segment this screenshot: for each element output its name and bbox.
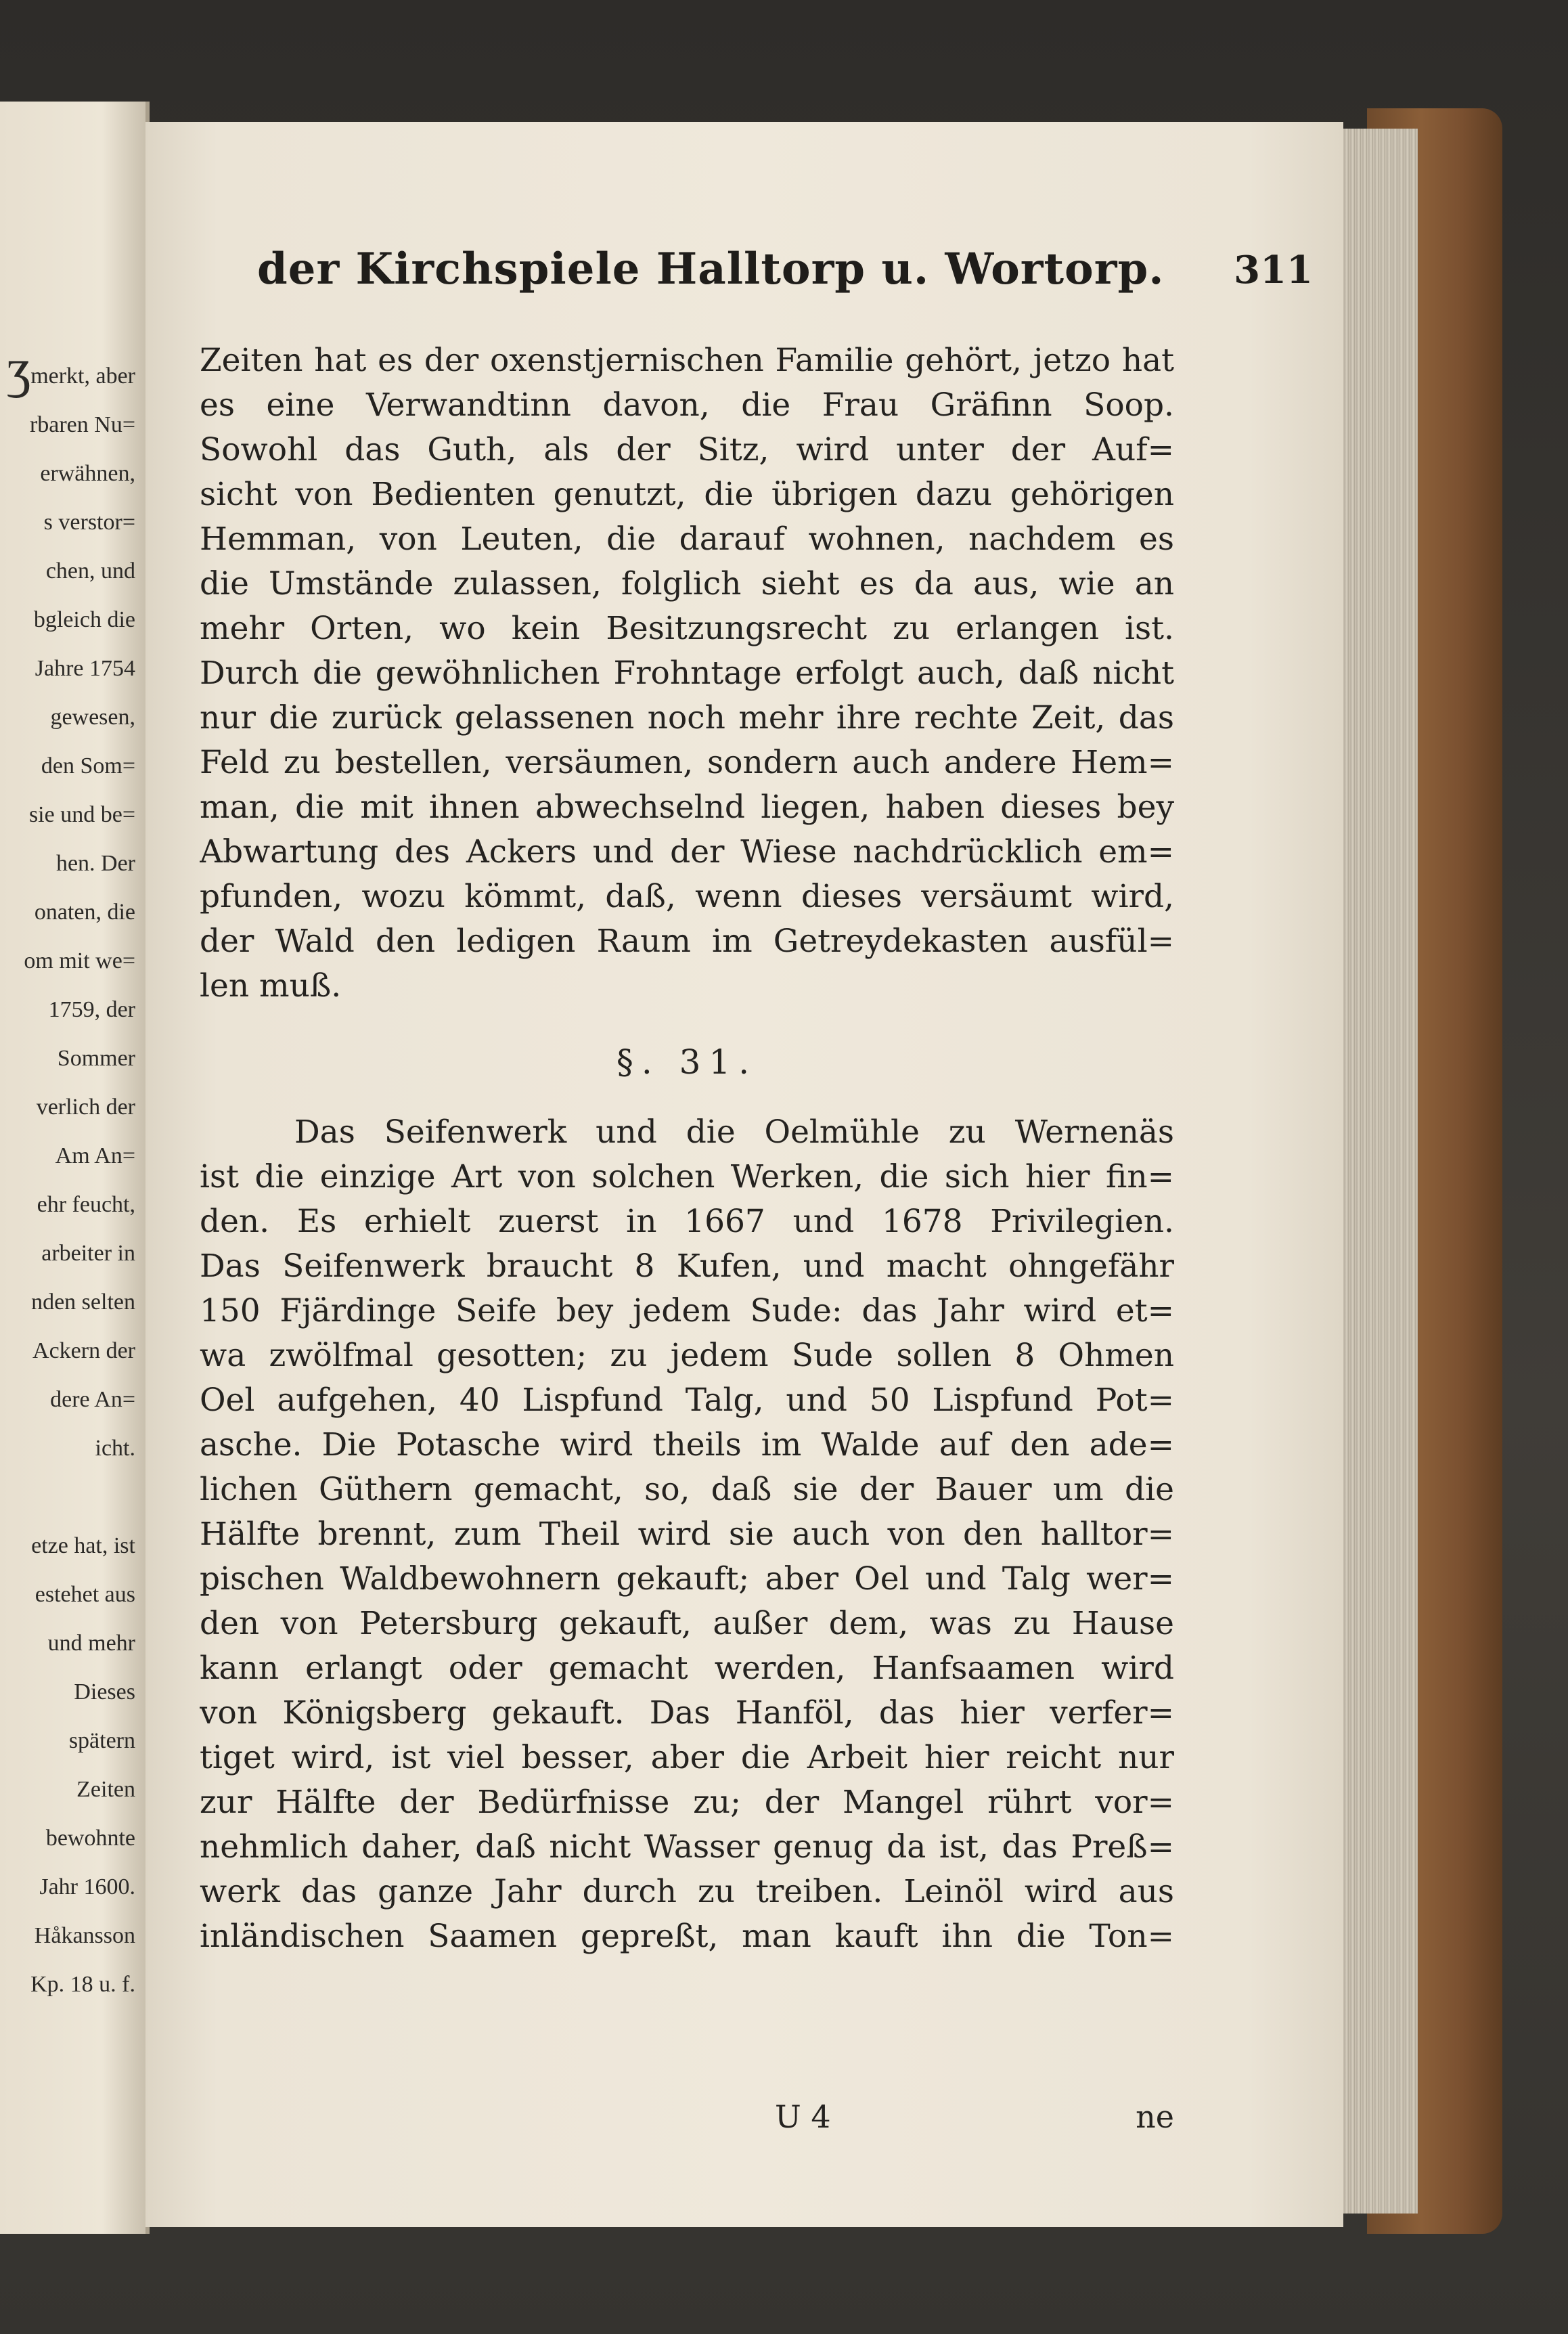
text-line: pfunden, wozu kömmt, daß, wenn dieses versäumt wird, [200,878,1174,915]
page-header [257,244,1313,325]
left-page-fragment [0,102,150,2234]
text-line: werk das ganze Jahr durch zu treiben. Leinöl wird aus [200,1873,1174,1910]
text-line: man, die mit ihnen abwechselnd liegen, haben dieses bey [200,789,1174,826]
text-line: den. Es erhielt zuerst in 1667 und 1678 Privilegien. [200,1203,1174,1240]
text-line: Zeiten hat es der oxenstjernischen Familie gehört, jetzo hat [200,342,1174,379]
left-page-line: s verstor= [43,510,135,535]
text-line: inländischen Saamen gepreßt, man kauft ihn die Ton= [200,1918,1174,1955]
paragraph-2 [200,1110,1174,1959]
left-page-line: Zeiten [76,1777,135,1802]
paragraph-1 [200,338,1174,1009]
text-line: tiget wird, ist viel besser, aber die Arbeit hier reicht nur [200,1739,1174,1776]
left-page-line: gewesen, [50,705,135,730]
text-line: den von Petersburg gekauft, außer dem, was zu Hause [200,1605,1174,1642]
left-page-line: den Som= [41,753,135,778]
text-line: Hemman, von Leuten, die darauf wohnen, nachdem es [200,521,1174,558]
catchword: ne [1136,2098,1174,2135]
text-line: von Königsberg gekauft. Das Hanföl, das hier verfer= [200,1694,1174,1732]
text-line: pischen Waldbewohnern gekauft; aber Oel und Talg wer= [200,1560,1174,1598]
left-page-line: 1759, der [48,997,135,1022]
left-page-line: spätern [68,1728,135,1753]
left-page-line: nden selten [31,1290,135,1315]
left-page-line: Jahre 1754 [35,656,135,681]
left-page-line: estehet aus [35,1582,135,1607]
text-line: Durch die gewöhnlichen Frohntage erfolgt auch, daß nicht [200,655,1174,692]
text-line: asche. Die Potasche wird theils im Walde auf den ade= [200,1426,1174,1463]
text-line: mehr Orten, wo kein Besitzungsrecht zu erlangen ist. [200,610,1174,647]
left-page-line: arbeiter in [41,1241,135,1266]
left-page-line: bgleich die [33,607,135,632]
text-line: Abwartung des Ackers und der Wiese nachdrücklich em= [200,833,1174,871]
text-line: die Umstände zulassen, folglich sieht es da aus, wie an [200,565,1174,602]
left-page-line: bewohnte [45,1826,135,1851]
text-line: 150 Fjärdinge Seife bey jedem Sude: das Jahr wird et= [200,1292,1174,1329]
text-line: Oel aufgehen, 40 Lispfund Talg, und 50 Lispfund Pot= [200,1382,1174,1419]
left-page-line: verlich der [36,1095,135,1120]
left-page-line: Håkansson [34,1923,135,1948]
left-page-line: dere An= [50,1387,135,1412]
left-page-line: Sommer [57,1046,135,1071]
text-line: nehmlich daher, daß nicht Wasser genug da ist, das Preß= [200,1828,1174,1866]
left-page-line: Kp. 18 u. f. [30,1972,135,1997]
text-line: Feld zu bestellen, versäumen, sondern auch andere Hem= [200,744,1174,781]
text-line: der Wald den ledigen Raum im Getreydekasten ausfül= [200,923,1174,960]
left-page-line: Ackern der [32,1338,135,1363]
left-page-line: sie und be= [28,802,135,827]
text-line: sicht von Bedienten genutzt, die übrigen dazu gehörigen [200,476,1174,513]
text-line: Sowohl das Guth, als der Sitz, wird unter der Auf= [200,431,1174,468]
section-heading: §. 31. [616,1042,758,1082]
text-line: kann erlangt oder gemacht werden, Hanfsaamen wird [200,1650,1174,1687]
left-page-line: om mit we= [24,948,135,973]
book-page-edges [1337,129,1418,2214]
left-page-mark: ʒ [7,339,31,399]
left-page-line: hen. Der [55,851,135,876]
page-number: 311 [1234,248,1313,292]
left-page-line [0,1473,135,1522]
left-page-line: icht. [95,1436,135,1461]
left-page-line: onaten, die [34,900,135,925]
left-page-line: merkt, aber [30,364,135,389]
text-line: wa zwölfmal gesotten; zu jedem Sude sollen 8 Ohmen [200,1337,1174,1374]
text-line: Hälfte brennt, zum Theil wird sie auch von den halltor= [200,1516,1174,1553]
book-page [145,122,1343,2227]
text-line: len muß. [200,967,342,1005]
text-line: lichen Güthern gemacht, so, daß sie der Bauer um die [200,1471,1174,1508]
text-line: Das Seifenwerk und die Oelmühle zu Wernenäs [294,1114,1174,1151]
running-head: der Kirchspiele Halltorp u. Wortorp. [257,244,1165,294]
left-page-line: erwähnen, [40,461,135,486]
left-page-line: rbaren Nu= [29,412,135,437]
left-page-lines [0,352,135,2009]
text-line: es eine Verwandtinn davon, die Frau Gräfinn Soop. [200,387,1174,424]
text-line: zur Hälfte der Bedürfnisse zu; der Mangel rührt vor= [200,1784,1174,1821]
signature-mark: U 4 [775,2098,831,2135]
text-line: ist die einzige Art von solchen Werken, die sich hier fin= [200,1158,1174,1195]
left-page-line: Jahr 1600. [39,1874,135,1899]
left-page-line: Am An= [55,1143,135,1168]
left-page-line: ehr feucht, [37,1192,135,1217]
left-page-line: etze hat, ist [31,1533,135,1558]
left-page-line: Dieses [74,1679,135,1704]
text-line: nur die zurück gelassenen noch mehr ihre rechte Zeit, das [200,699,1174,736]
left-page-line: chen, und [45,558,135,584]
text-line: Das Seifenwerk braucht 8 Kufen, und macht ohngefähr [200,1248,1174,1285]
left-page-line: und mehr [47,1631,135,1656]
page-footer [200,2098,1174,2146]
